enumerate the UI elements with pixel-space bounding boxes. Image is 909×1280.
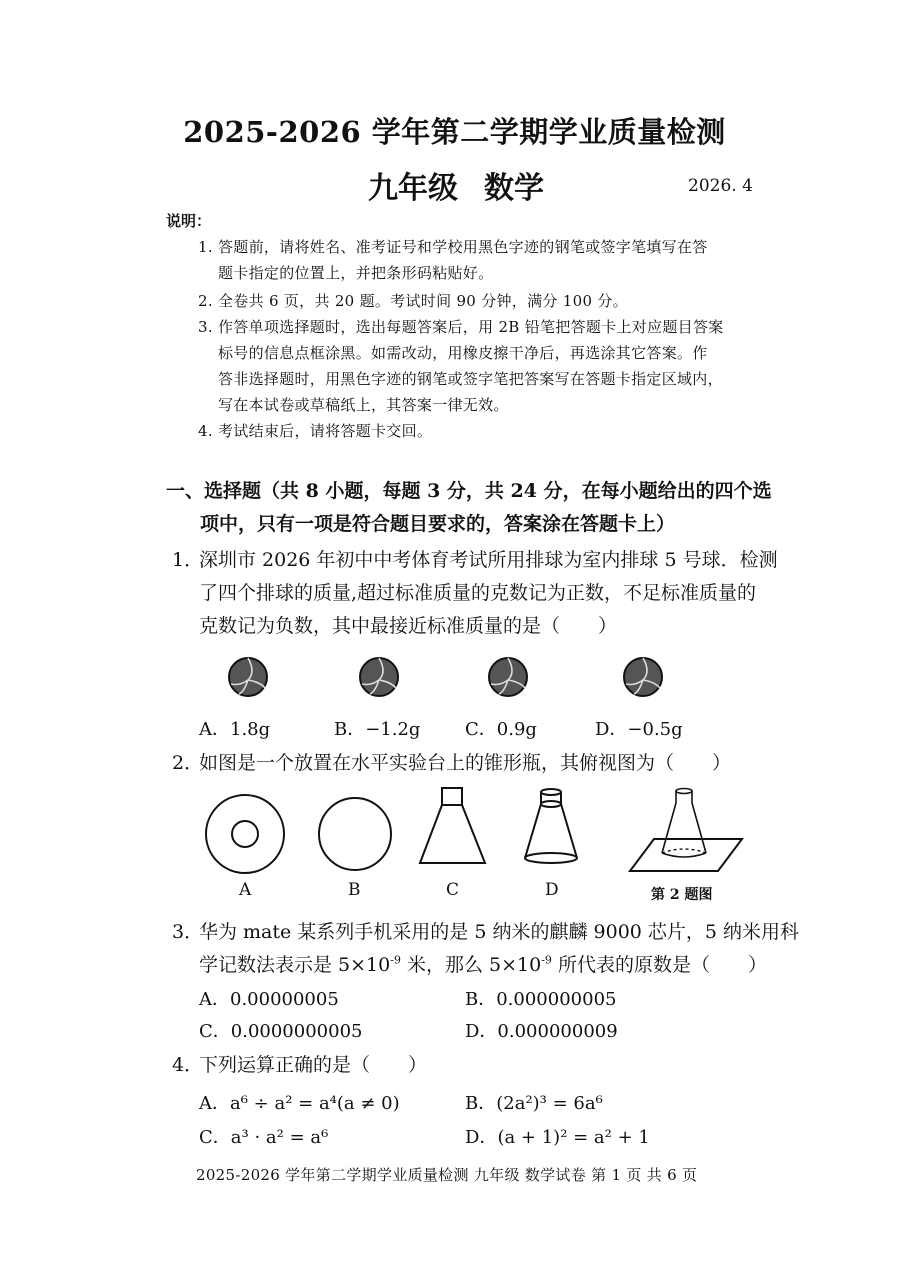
option-a: A．a⁶ ÷ a² = a⁴(a ≠ 0) xyxy=(199,1093,400,1114)
question-text: 华为 mate 某系列手机采用的是 5 纳米的麒麟 9000 芯片，5 纳米用科 xyxy=(199,921,800,943)
question-text: 深圳市 2026 年初中中考体育考试所用排球为室内排球 5 号球．检测 xyxy=(199,549,778,571)
question-text: 克数记为负数，其中最接近标准质量的是（ ） xyxy=(199,615,618,637)
figure-label-d: D xyxy=(545,880,559,900)
subject: 数学 xyxy=(484,171,544,206)
note-line: 1. 答题前，请将姓名、准考证号和学校用黑色字迹的钢笔或签字笔填写在答 xyxy=(198,238,708,256)
grade: 九年级 xyxy=(368,171,458,206)
option-d: D．(a + 1)² = a² + 1 xyxy=(465,1127,650,1148)
section-heading-cont: 项中，只有一项是符合题目要求的，答案涂在答题卡上） xyxy=(200,513,676,535)
exam-title: 2025-2026 学年第二学期学业质量检测 xyxy=(183,115,726,149)
option-c: C．a³ · a² = a⁶ xyxy=(199,1127,329,1148)
option-c-figure xyxy=(415,785,491,869)
question-text: 下列运算正确的是（ ） xyxy=(199,1054,428,1076)
question-number: 2． xyxy=(172,752,204,774)
option-c: C．0.9g xyxy=(465,719,537,740)
question-number: 3． xyxy=(172,921,204,943)
page-footer: 2025-2026 学年第二学期学业质量检测 九年级 数学试卷 第 1 页 共 6 页 xyxy=(196,1166,698,1184)
question-text: 了四个排球的质量,超过标准质量的克数记为正数，不足标准质量的 xyxy=(199,582,757,604)
option-a-figure xyxy=(200,794,292,878)
note-line: 题卡指定的位置上，并把条形码粘贴好。 xyxy=(218,264,494,282)
option-a: A．1.8g xyxy=(199,719,271,740)
figure-label-b: B xyxy=(348,880,361,900)
option-d-figure xyxy=(519,785,583,869)
section-heading: 一、选择题（共 8 小题，每题 3 分，共 24 分，在每小题给出的四个选 xyxy=(166,480,772,502)
question-text: 学记数法表示是 $5\times 10^{-9}$ 米，那么 $5\times 10^{-9}$ 所代表的原数是（ ） xyxy=(199,953,767,976)
volleyball-icon xyxy=(487,656,529,698)
note-line: 2. 全卷共 6 页，共 20 题。考试时间 90 分钟，满分 100 分。 xyxy=(198,292,628,310)
note-line: 3. 作答单项选择题时，选出每题答案后，用 2B 铅笔把答题卡上对应题目答案 xyxy=(198,318,724,336)
question-number: 4． xyxy=(172,1054,204,1076)
volleyball-icon xyxy=(358,656,400,698)
figure-label-a: A xyxy=(239,880,252,900)
option-b-figure xyxy=(315,794,395,878)
flask-on-table-figure xyxy=(626,783,746,879)
option-a: A．0.00000005 xyxy=(199,989,339,1010)
note-line: 4. 考试结束后，请将答题卡交回。 xyxy=(198,422,433,440)
figure-label-c: C xyxy=(446,880,460,900)
exam-date: 2026. 4 xyxy=(688,176,753,196)
note-line: 答非选择题时，用黑色字迹的钢笔或签字笔把答案写在答题卡指定区域内， xyxy=(218,370,723,388)
grade-subject xyxy=(368,163,544,207)
option-b: B．(2a²)³ = 6a⁶ xyxy=(465,1093,603,1114)
option-d: D．0.000000009 xyxy=(465,1021,618,1042)
option-c: C．0.0000000005 xyxy=(199,1021,363,1042)
volleyball-icon xyxy=(227,656,269,698)
option-d: D．−0.5g xyxy=(595,719,683,740)
figure-caption: 第 2 题图 xyxy=(651,887,713,903)
option-b: B．−1.2g xyxy=(334,719,421,740)
question-text: 如图是一个放置在水平实验台上的锥形瓶，其俯视图为（ ） xyxy=(199,752,732,774)
question-number: 1． xyxy=(172,549,204,571)
note-line: 标号的信息点框涂黑。如需改动，用橡皮擦干净后，再选涂其它答案。作 xyxy=(218,344,708,362)
note-line: 写在本试卷或草稿纸上，其答案一律无效。 xyxy=(218,396,509,414)
option-b: B．0.000000005 xyxy=(465,989,617,1010)
volleyball-icon xyxy=(622,656,664,698)
notes-label: 说明： xyxy=(166,212,212,230)
